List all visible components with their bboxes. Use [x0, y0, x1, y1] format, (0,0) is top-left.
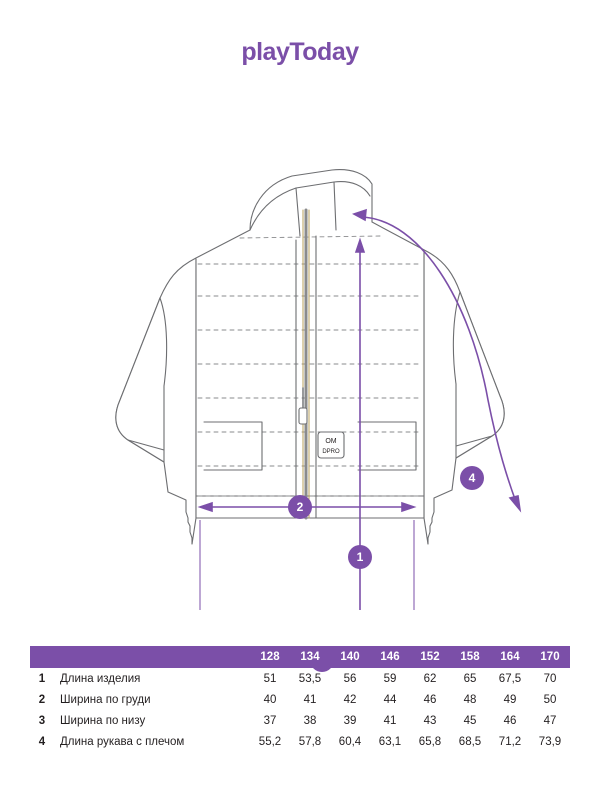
cell-value: 46	[503, 714, 517, 727]
brand-logo-text-part3: Today	[289, 38, 359, 66]
cell-value: 60,4	[338, 735, 362, 748]
row-label: Ширина по груди	[60, 693, 151, 706]
table-row	[30, 668, 570, 689]
table-header-size-146: 146	[370, 646, 410, 668]
row-label: Ширина по низу	[60, 714, 146, 727]
cell-value: 38	[303, 714, 317, 727]
cell-value: 43	[423, 714, 437, 727]
row-number: 1	[38, 672, 46, 685]
cell-value: 37	[263, 714, 277, 727]
cell-value: 70	[543, 672, 557, 685]
row-number: 4	[38, 735, 46, 748]
row-number: 2	[38, 693, 46, 706]
table-header-size-128: 128	[250, 646, 290, 668]
cell-value: 47	[543, 714, 557, 727]
svg-text:DPRO: DPRO	[322, 449, 340, 455]
cell-value: 55,2	[258, 735, 282, 748]
cell-value: 65	[463, 672, 477, 685]
table-header-row	[30, 646, 570, 668]
table-header-size-140: 140	[330, 646, 370, 668]
cell-value: 65,8	[418, 735, 442, 748]
cell-value: 73,9	[538, 735, 562, 748]
row-number: 3	[38, 714, 46, 727]
cell-value: 57,8	[298, 735, 322, 748]
table-header-size-170: 170	[530, 646, 570, 668]
table-row	[30, 710, 570, 731]
cell-value: 56	[343, 672, 357, 685]
jacket-illustration	[0, 140, 600, 610]
cell-value: 63,1	[378, 735, 402, 748]
cell-value: 42	[343, 693, 357, 706]
cell-value: 41	[303, 693, 317, 706]
row-label: Длина изделия	[60, 672, 141, 685]
table-header-measurement	[52, 646, 250, 668]
table-header-size-134: 134	[290, 646, 330, 668]
table-row	[30, 689, 570, 710]
cell-value: 45	[463, 714, 477, 727]
svg-text:OM: OM	[325, 438, 337, 445]
cell-value: 46	[423, 693, 437, 706]
cell-value: 53,5	[298, 672, 322, 685]
cell-value: 51	[263, 672, 277, 685]
table-header-size-164: 164	[490, 646, 530, 668]
measurement-badge-4: 4	[460, 466, 484, 490]
table-header-size-152: 152	[410, 646, 450, 668]
cell-value: 59	[383, 672, 397, 685]
table-header-size-158: 158	[450, 646, 490, 668]
size-chart-table	[30, 646, 570, 752]
cell-value: 68,5	[458, 735, 482, 748]
cell-value: 48	[463, 693, 477, 706]
measurement-badge-1: 1	[348, 545, 372, 569]
cell-value: 71,2	[498, 735, 522, 748]
cell-value: 49	[503, 693, 517, 706]
cell-value: 39	[343, 714, 357, 727]
cell-value: 67,5	[498, 672, 522, 685]
cell-value: 62	[423, 672, 437, 685]
table-header-number	[30, 646, 52, 668]
table-row	[30, 731, 570, 752]
measurement-badge-2: 2	[288, 495, 312, 519]
brand-logo-text-part2: y	[275, 38, 290, 66]
cell-value: 40	[263, 693, 277, 706]
cell-value: 44	[383, 693, 397, 706]
cell-value: 41	[383, 714, 397, 727]
brand-logo	[0, 38, 600, 67]
cell-value: 50	[543, 693, 557, 706]
row-label: Длина рукава с плечом	[60, 735, 185, 748]
brand-logo-text-part1: pla	[241, 38, 276, 66]
